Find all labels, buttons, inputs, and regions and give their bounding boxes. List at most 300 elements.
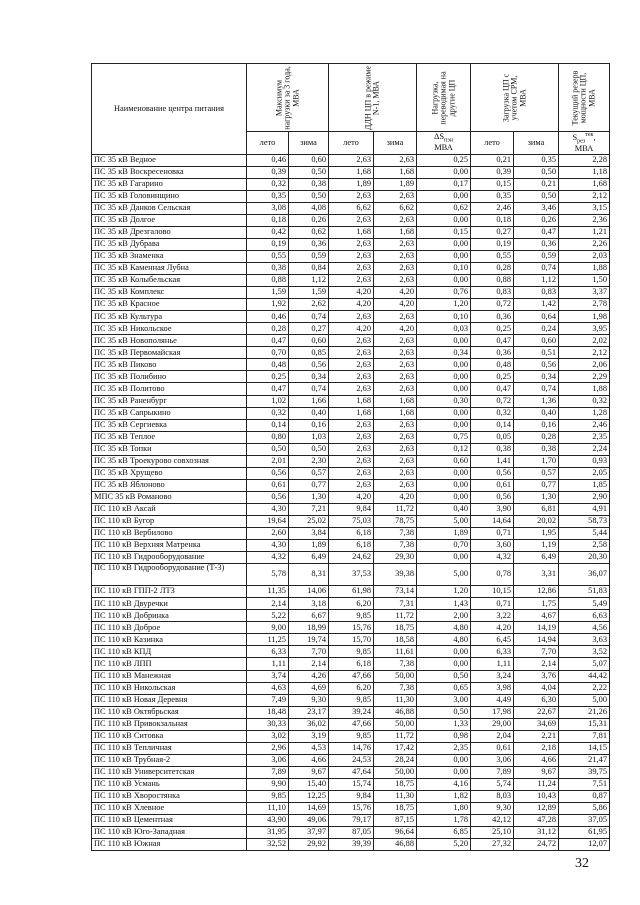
value-cell: 31,12 xyxy=(514,827,559,839)
value-cell: 2,63 xyxy=(374,479,417,491)
value-cell: 9,67 xyxy=(514,766,559,778)
value-cell: 18,58 xyxy=(374,634,417,646)
value-cell: 37,53 xyxy=(329,564,374,586)
value-cell: 2,63 xyxy=(329,238,374,250)
value-cell: 7,31 xyxy=(374,598,417,610)
table-row xyxy=(92,287,610,299)
value-cell: 0,87 xyxy=(559,790,610,802)
table-row xyxy=(92,528,610,540)
value-cell: 3,19 xyxy=(289,730,329,742)
table-row xyxy=(92,815,610,827)
value-cell: 4,66 xyxy=(289,754,329,766)
value-cell: 2,63 xyxy=(374,467,417,479)
power-center-name: ПС 110 кВ Университетская xyxy=(92,766,247,778)
subheader-summer: лето xyxy=(329,132,374,155)
value-cell: 25,10 xyxy=(471,827,514,839)
value-cell: 0,00 xyxy=(417,766,471,778)
value-cell: 47,64 xyxy=(329,766,374,778)
value-cell: 0,21 xyxy=(471,154,514,166)
power-center-name: ПС 110 кВ Казинка xyxy=(92,634,247,646)
power-center-name: ПС 35 кВ Сергиевка xyxy=(92,419,247,431)
power-center-name: ПС 110 кВ Октябрьская xyxy=(92,706,247,718)
value-cell: 11,35 xyxy=(247,586,289,598)
value-cell: 3,31 xyxy=(514,564,559,586)
table-row xyxy=(92,431,610,443)
power-center-name: ПС 35 кВ Политово xyxy=(92,383,247,395)
value-cell: 1,82 xyxy=(417,790,471,802)
value-cell: 1,11 xyxy=(247,658,289,670)
value-cell: 4,56 xyxy=(559,622,610,634)
value-cell: 0,60 xyxy=(289,335,329,347)
power-center-name: ПС 35 кВ Знаменка xyxy=(92,250,247,262)
power-center-name: ПС 110 кВ Хворостянка xyxy=(92,790,247,802)
value-cell: 0,50 xyxy=(417,706,471,718)
value-cell: 15,76 xyxy=(329,803,374,815)
value-cell: 2,63 xyxy=(329,154,374,166)
value-cell: 2,63 xyxy=(329,347,374,359)
value-cell: 0,16 xyxy=(289,419,329,431)
table-row xyxy=(92,634,610,646)
value-cell: 0,72 xyxy=(471,395,514,407)
value-cell: 0,15 xyxy=(417,226,471,238)
value-cell: 14,64 xyxy=(471,515,514,527)
power-center-name: ПС 35 кВ Головинщино xyxy=(92,190,247,202)
value-cell: 1,19 xyxy=(514,540,559,552)
value-cell: 0,46 xyxy=(247,311,289,323)
value-cell: 2,26 xyxy=(559,238,610,250)
value-cell: 0,00 xyxy=(417,646,471,658)
value-cell: 0,00 xyxy=(417,754,471,766)
value-cell: 0,42 xyxy=(247,226,289,238)
power-center-name: ПС 35 кВ Первомайская xyxy=(92,347,247,359)
value-cell: 0,47 xyxy=(471,383,514,395)
value-cell: 1,59 xyxy=(289,287,329,299)
value-cell: 0,56 xyxy=(289,359,329,371)
table-row xyxy=(92,766,610,778)
value-cell: 0,32 xyxy=(471,407,514,419)
value-cell: 0,56 xyxy=(471,467,514,479)
value-cell: 0,36 xyxy=(514,238,559,250)
value-cell: 7,38 xyxy=(374,658,417,670)
table-row xyxy=(92,540,610,552)
value-cell: 75,03 xyxy=(329,515,374,527)
value-cell: 9,00 xyxy=(247,622,289,634)
value-cell: 6,62 xyxy=(329,202,374,214)
table-row xyxy=(92,622,610,634)
value-cell: 0,30 xyxy=(417,395,471,407)
value-cell: 0,47 xyxy=(514,226,559,238)
value-cell: 9,85 xyxy=(247,790,289,802)
value-cell: 5,07 xyxy=(559,658,610,670)
table-row xyxy=(92,682,610,694)
value-cell: 12,25 xyxy=(289,790,329,802)
power-center-name: ПС 110 кВ Новая Деревня xyxy=(92,694,247,706)
table-row xyxy=(92,839,610,851)
value-cell: 0,14 xyxy=(247,419,289,431)
power-center-name: ПС 35 кВ Каменная Лубна xyxy=(92,263,247,275)
value-cell: 0,59 xyxy=(514,250,559,262)
power-center-name: ПС 35 кВ Комплекс xyxy=(92,287,247,299)
value-cell: 3,06 xyxy=(471,754,514,766)
table-body xyxy=(92,154,610,851)
value-cell: 8,03 xyxy=(471,790,514,802)
power-center-name: ПС 35 кВ Данков Сельская xyxy=(92,202,247,214)
power-center-name: ПС 110 кВ Верхняя Матренка xyxy=(92,540,247,552)
value-cell: 0,26 xyxy=(289,214,329,226)
power-center-name: МПС 35 кВ Романово xyxy=(92,491,247,503)
value-cell: 3,95 xyxy=(559,323,610,335)
value-cell: 2,63 xyxy=(374,383,417,395)
power-center-name: ПС 35 кВ Дрезгалово xyxy=(92,226,247,238)
value-cell: 0,34 xyxy=(514,371,559,383)
value-cell: 1,12 xyxy=(289,275,329,287)
value-cell: 6,33 xyxy=(471,646,514,658)
value-cell: 0,36 xyxy=(289,238,329,250)
value-cell: 7,49 xyxy=(247,694,289,706)
value-cell: 2,63 xyxy=(374,263,417,275)
value-cell: 11,10 xyxy=(247,803,289,815)
value-cell: 2,02 xyxy=(559,335,610,347)
value-cell: 4,20 xyxy=(374,299,417,311)
power-center-name: ПС 35 кВ Новополянье xyxy=(92,335,247,347)
value-cell: 0,57 xyxy=(514,467,559,479)
value-cell: 2,63 xyxy=(374,311,417,323)
value-cell: 9,84 xyxy=(329,503,374,515)
value-cell: 4,20 xyxy=(374,491,417,503)
value-cell: 15,40 xyxy=(289,778,329,790)
value-cell: 0,40 xyxy=(514,407,559,419)
value-cell: 4,91 xyxy=(559,503,610,515)
value-cell: 3,37 xyxy=(559,287,610,299)
table-row xyxy=(92,706,610,718)
value-cell: 0,16 xyxy=(514,419,559,431)
value-cell: 2,29 xyxy=(559,371,610,383)
value-cell: 3,24 xyxy=(471,670,514,682)
value-cell: 0,32 xyxy=(559,395,610,407)
value-cell: 0,55 xyxy=(247,250,289,262)
value-cell: 1,30 xyxy=(289,491,329,503)
value-cell: 0,34 xyxy=(289,371,329,383)
table-row xyxy=(92,718,610,730)
value-cell: 3,63 xyxy=(559,634,610,646)
value-cell: 1,88 xyxy=(559,383,610,395)
value-cell: 2,24 xyxy=(559,443,610,455)
value-cell: 0,00 xyxy=(417,335,471,347)
power-center-name: ПС 110 кВ Никольская xyxy=(92,682,247,694)
value-cell: 2,63 xyxy=(374,190,417,202)
table-row xyxy=(92,359,610,371)
value-cell: 0,00 xyxy=(417,371,471,383)
value-cell: 0,28 xyxy=(514,431,559,443)
value-cell: 79,17 xyxy=(329,815,374,827)
value-cell: 0,50 xyxy=(514,166,559,178)
value-cell: 18,48 xyxy=(247,706,289,718)
value-cell: 4,80 xyxy=(417,622,471,634)
subheader-reserve-symbol: $S_{рез}^{тек}$, МВА xyxy=(559,132,610,155)
power-center-name: ПС 35 кВ Долгое xyxy=(92,214,247,226)
value-cell: 0,00 xyxy=(417,190,471,202)
table-row xyxy=(92,202,610,214)
value-cell: 37,05 xyxy=(559,815,610,827)
table-row xyxy=(92,467,610,479)
value-cell: 2,63 xyxy=(374,214,417,226)
value-cell: 4,20 xyxy=(374,323,417,335)
value-cell: 36,02 xyxy=(289,718,329,730)
value-cell: 36,07 xyxy=(559,564,610,586)
value-cell: 2,63 xyxy=(329,190,374,202)
value-cell: 6,33 xyxy=(247,646,289,658)
value-cell: 5,00 xyxy=(417,564,471,586)
value-cell: 0,26 xyxy=(514,214,559,226)
value-cell: 1,98 xyxy=(559,311,610,323)
value-cell: 0,71 xyxy=(471,528,514,540)
value-cell: 2,12 xyxy=(559,347,610,359)
table-row xyxy=(92,479,610,491)
value-cell: 2,06 xyxy=(559,359,610,371)
value-cell: 4,67 xyxy=(514,610,559,622)
value-cell: 9,67 xyxy=(289,766,329,778)
value-cell: 20,30 xyxy=(559,552,610,564)
power-center-name: ПС 110 кВ Привокзальная xyxy=(92,718,247,730)
value-cell: 1,89 xyxy=(289,540,329,552)
table-row xyxy=(92,564,610,586)
value-cell: 0,50 xyxy=(514,190,559,202)
value-cell: 0,78 xyxy=(471,564,514,586)
value-cell: 4,69 xyxy=(289,682,329,694)
value-cell: 2,63 xyxy=(329,275,374,287)
subheader-delta: $\Delta S_{пэн}$ МВА xyxy=(417,132,471,155)
value-cell: 0,28 xyxy=(247,323,289,335)
value-cell: 0,35 xyxy=(514,154,559,166)
value-cell: 0,28 xyxy=(471,263,514,275)
value-cell: 2,78 xyxy=(559,299,610,311)
value-cell: 0,70 xyxy=(247,347,289,359)
value-cell: 0,74 xyxy=(514,263,559,275)
value-cell: 4,32 xyxy=(471,552,514,564)
table-row xyxy=(92,443,610,455)
value-cell: 12,07 xyxy=(559,839,610,851)
value-cell: 47,66 xyxy=(329,670,374,682)
table-row xyxy=(92,610,610,622)
value-cell: 0,19 xyxy=(247,238,289,250)
value-cell: 1,89 xyxy=(374,178,417,190)
value-cell: 5,20 xyxy=(417,839,471,851)
power-center-name: ПС 110 кВ Тепличная xyxy=(92,742,247,754)
power-center-name: ПС 35 кВ Пиково xyxy=(92,359,247,371)
value-cell: 42,12 xyxy=(471,815,514,827)
value-cell: 0,50 xyxy=(417,670,471,682)
value-cell: 0,60 xyxy=(417,455,471,467)
value-cell: 2,63 xyxy=(374,250,417,262)
value-cell: 0,80 xyxy=(247,431,289,443)
value-cell: 0,72 xyxy=(471,299,514,311)
header-name-column: Наименование центра питания xyxy=(92,64,247,155)
value-cell: 9,90 xyxy=(247,778,289,790)
value-cell: 4,30 xyxy=(247,540,289,552)
value-cell: 15,74 xyxy=(329,778,374,790)
value-cell: 0,47 xyxy=(247,335,289,347)
value-cell: 3,84 xyxy=(289,528,329,540)
value-cell: 50,00 xyxy=(374,670,417,682)
value-cell: 0,25 xyxy=(471,323,514,335)
value-cell: 1,43 xyxy=(417,598,471,610)
value-cell: 1,68 xyxy=(374,166,417,178)
power-center-name: ПС 110 кВ Бугор xyxy=(92,515,247,527)
value-cell: 0,32 xyxy=(247,178,289,190)
value-cell: 11,72 xyxy=(374,610,417,622)
value-cell: 29,00 xyxy=(471,718,514,730)
value-cell: 2,63 xyxy=(329,250,374,262)
value-cell: 2,96 xyxy=(247,742,289,754)
value-cell: 2,63 xyxy=(329,383,374,395)
value-cell: 0,50 xyxy=(289,166,329,178)
value-cell: 4,20 xyxy=(374,287,417,299)
value-cell: 0,00 xyxy=(417,275,471,287)
value-cell: 9,85 xyxy=(329,730,374,742)
value-cell: 1,68 xyxy=(329,395,374,407)
value-cell: 1,30 xyxy=(514,491,559,503)
value-cell: 58,73 xyxy=(559,515,610,527)
value-cell: 31,95 xyxy=(247,827,289,839)
value-cell: 27,32 xyxy=(471,839,514,851)
value-cell: 2,63 xyxy=(329,431,374,443)
value-cell: 2,14 xyxy=(247,598,289,610)
value-cell: 1,12 xyxy=(514,275,559,287)
value-cell: 6,20 xyxy=(329,598,374,610)
table-row xyxy=(92,503,610,515)
value-cell: 1,28 xyxy=(559,407,610,419)
value-cell: 6,18 xyxy=(329,540,374,552)
power-center-name: ПС 110 кВ Вербилово xyxy=(92,528,247,540)
value-cell: 6,45 xyxy=(471,634,514,646)
value-cell: 0,76 xyxy=(417,287,471,299)
power-center-name: ПС 35 кВ Культура xyxy=(92,311,247,323)
value-cell: 2,21 xyxy=(514,730,559,742)
value-cell: 0,57 xyxy=(289,467,329,479)
value-cell: 2,46 xyxy=(471,202,514,214)
power-center-name: ПС 110 кВ Аксай xyxy=(92,503,247,515)
value-cell: 17,42 xyxy=(374,742,417,754)
value-cell: 5,49 xyxy=(559,598,610,610)
value-cell: 1,59 xyxy=(247,287,289,299)
value-cell: 0,00 xyxy=(417,491,471,503)
value-cell: 34,69 xyxy=(514,718,559,730)
value-cell: 2,90 xyxy=(559,491,610,503)
value-cell: 7,38 xyxy=(374,528,417,540)
value-cell: 0,56 xyxy=(247,491,289,503)
value-cell: 0,14 xyxy=(471,419,514,431)
value-cell: 4,26 xyxy=(289,670,329,682)
table-row xyxy=(92,238,610,250)
value-cell: 0,00 xyxy=(417,238,471,250)
value-cell: 0,39 xyxy=(247,166,289,178)
value-cell: 7,38 xyxy=(374,540,417,552)
value-cell: 0,62 xyxy=(289,226,329,238)
value-cell: 6,49 xyxy=(289,552,329,564)
value-cell: 2,63 xyxy=(374,455,417,467)
value-cell: 14,69 xyxy=(289,803,329,815)
value-cell: 18,75 xyxy=(374,622,417,634)
value-cell: 3,52 xyxy=(559,646,610,658)
table-row xyxy=(92,586,610,598)
value-cell: 2,63 xyxy=(329,443,374,455)
value-cell: 1,66 xyxy=(289,395,329,407)
value-cell: 21,47 xyxy=(559,754,610,766)
value-cell: 1,02 xyxy=(247,395,289,407)
power-center-name: ПС 35 кВ Хрущево xyxy=(92,467,247,479)
subheader-winter: зима xyxy=(289,132,329,155)
value-cell: 0,00 xyxy=(417,552,471,564)
header-ddn: ДДН ЦП в режиме N-1, МВА xyxy=(329,64,417,132)
value-cell: 0,47 xyxy=(471,335,514,347)
value-cell: 51,83 xyxy=(559,586,610,598)
value-cell: 0,83 xyxy=(471,287,514,299)
value-cell: 4,08 xyxy=(289,202,329,214)
table-row xyxy=(92,455,610,467)
value-cell: 0,70 xyxy=(417,540,471,552)
value-cell: 2,63 xyxy=(329,419,374,431)
value-cell: 0,10 xyxy=(417,311,471,323)
value-cell: 0,61 xyxy=(471,742,514,754)
value-cell: 32,52 xyxy=(247,839,289,851)
value-cell: 2,18 xyxy=(514,742,559,754)
value-cell: 0,27 xyxy=(289,323,329,335)
value-cell: 6,85 xyxy=(417,827,471,839)
table-row xyxy=(92,803,610,815)
value-cell: 0,74 xyxy=(514,383,559,395)
value-cell: 4,53 xyxy=(289,742,329,754)
value-cell: 0,38 xyxy=(289,178,329,190)
table-row xyxy=(92,214,610,226)
value-cell: 24,53 xyxy=(329,754,374,766)
table-row xyxy=(92,742,610,754)
power-center-name: ПС 35 кВ Колыбельская xyxy=(92,275,247,287)
value-cell: 7,51 xyxy=(559,778,610,790)
table-row xyxy=(92,515,610,527)
value-cell: 0,19 xyxy=(471,238,514,250)
value-cell: 1,78 xyxy=(417,815,471,827)
table-row xyxy=(92,754,610,766)
table-row xyxy=(92,190,610,202)
power-center-name: ПС 110 кВ Трубная-2 xyxy=(92,754,247,766)
value-cell: 5,00 xyxy=(417,515,471,527)
value-cell: 11,72 xyxy=(374,503,417,515)
value-cell: 0,74 xyxy=(289,383,329,395)
table-row xyxy=(92,778,610,790)
value-cell: 0,61 xyxy=(247,479,289,491)
value-cell: 46,88 xyxy=(374,839,417,851)
value-cell: 10,15 xyxy=(471,586,514,598)
value-cell: 10,43 xyxy=(514,790,559,802)
value-cell: 24,72 xyxy=(514,839,559,851)
value-cell: 1,68 xyxy=(329,226,374,238)
value-cell: 1,68 xyxy=(374,395,417,407)
value-cell: 28,24 xyxy=(374,754,417,766)
value-cell: 7,70 xyxy=(514,646,559,658)
value-cell: 2,30 xyxy=(289,455,329,467)
value-cell: 4,16 xyxy=(417,778,471,790)
value-cell: 3,08 xyxy=(247,202,289,214)
header-transfer: Нагрузка, переводимая на другие ЦП xyxy=(417,64,471,132)
value-cell: 1,11 xyxy=(471,658,514,670)
value-cell: 18,75 xyxy=(374,778,417,790)
value-cell: 8,31 xyxy=(289,564,329,586)
value-cell: 0,38 xyxy=(471,443,514,455)
value-cell: 61,98 xyxy=(329,586,374,598)
value-cell: 7,89 xyxy=(471,766,514,778)
value-cell: 12,89 xyxy=(514,803,559,815)
value-cell: 0,47 xyxy=(247,383,289,395)
